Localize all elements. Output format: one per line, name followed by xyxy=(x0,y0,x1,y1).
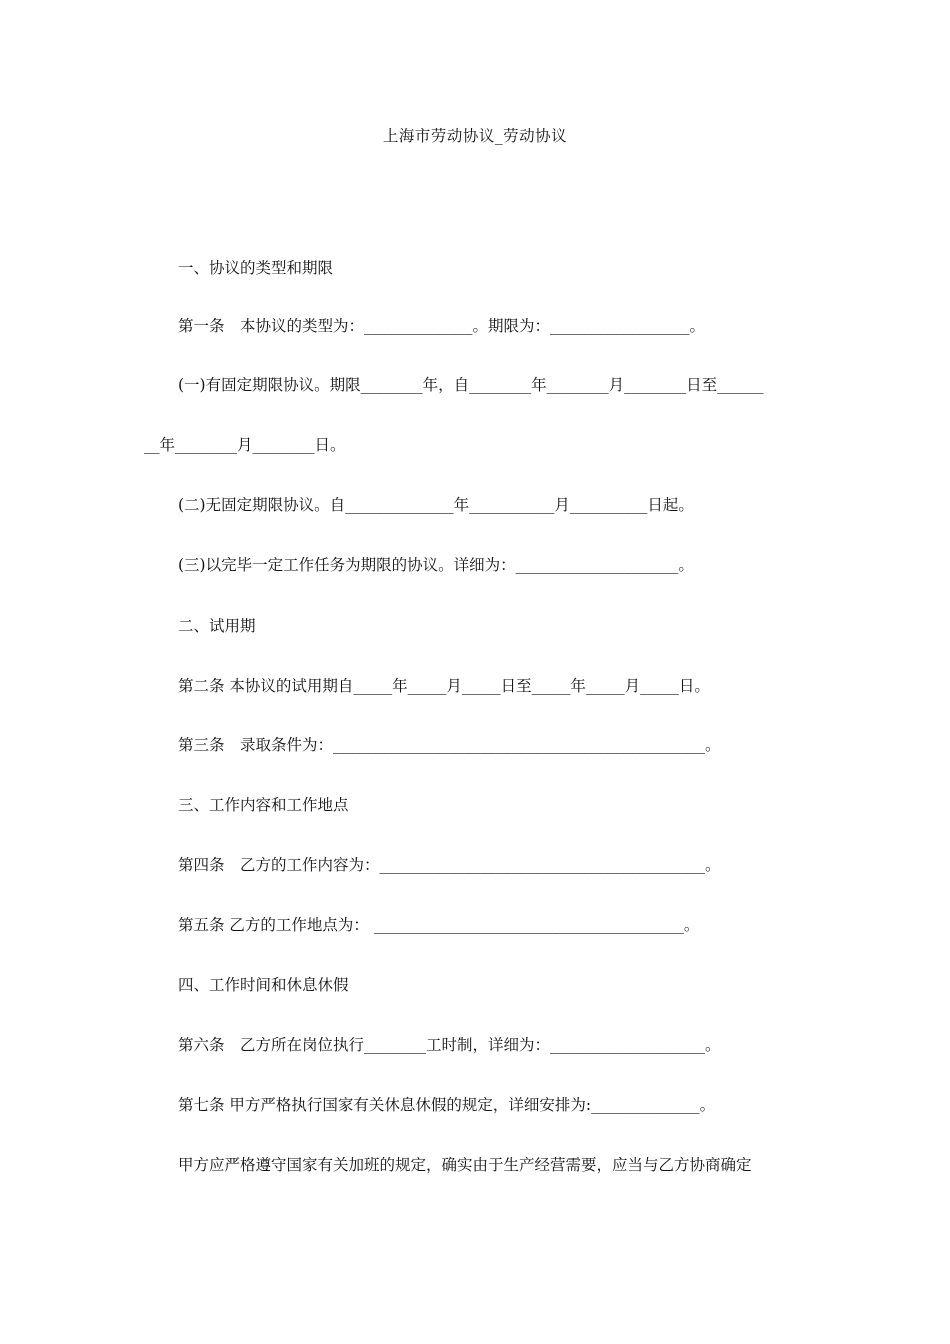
article-4: 第四条 乙方的工作内容为：__________________________________________。 xyxy=(178,856,721,874)
clause-task-term: (三)以完毕一定工作任务为期限的协议。详细为：_____________________。 xyxy=(178,556,694,574)
document-title: 上海市劳动协议_劳动协议 xyxy=(382,127,568,145)
clause-fixed-term-continued: __年________月________日。 xyxy=(144,436,346,454)
clause-open-term: (二)无固定期限协议。自______________年___________月__________日起。 xyxy=(178,496,694,514)
article-7: 第七条 甲方严格执行国家有关休息休假的规定，详细安排为:______________。 xyxy=(178,1096,716,1114)
article-6: 第六条 乙方所在岗位执行________工时制，详细为：____________________。 xyxy=(178,1036,721,1054)
clause-fixed-term: (一)有固定期限协议。期限________年，自________年________月________日至______ xyxy=(178,376,764,394)
article-1: 第一条 本协议的类型为：______________。期限为：__________________。 xyxy=(178,317,706,335)
article-3: 第三条 录取条件为：________________________________________________。 xyxy=(178,736,721,754)
article-2: 第二条 本协议的试用期自_____年_____月_____日至_____年_____月_____日。 xyxy=(178,677,710,695)
section-heading-1: 一、协议的类型和期限 xyxy=(178,259,334,277)
overtime-paragraph: 甲方应严格遵守国家有关加班的规定，确实由于生产经营需要，应当与乙方协商确定 xyxy=(178,1156,752,1174)
article-5: 第五条 乙方的工作地点为： ________________________________________。 xyxy=(178,916,700,934)
section-heading-4: 四、工作时间和休息休假 xyxy=(178,976,349,994)
section-heading-2: 二、试用期 xyxy=(178,617,256,635)
section-heading-3: 三、工作内容和工作地点 xyxy=(178,796,349,814)
